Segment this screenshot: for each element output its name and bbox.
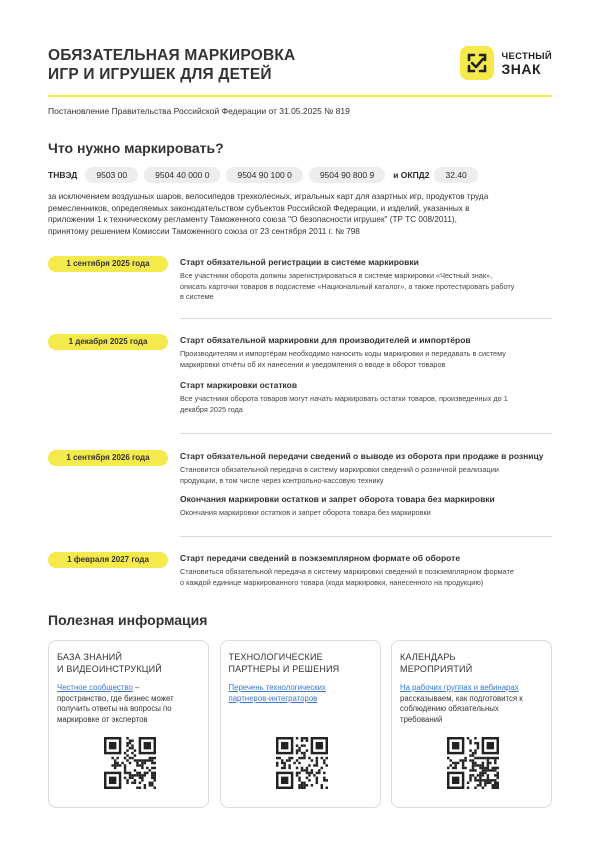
header-divider	[48, 95, 552, 97]
text-line: маркировки отчёты об их нанесении и уведомления о вводе в оборот товаров	[180, 359, 446, 369]
text-line: требований	[400, 714, 443, 724]
qr-code-icon[interactable]	[276, 737, 328, 789]
partners-list-link-2[interactable]: партнеров-интеграторов	[228, 693, 318, 703]
title-line-1: ОБЯЗАТЕЛЬНАЯ МАРКИРОВКА	[48, 47, 296, 64]
card-events-calendar	[391, 640, 552, 808]
decree-text: Постановление Правительства Российской Федерации от 31.05.2025 № 819	[48, 106, 350, 116]
text-line: Производителям и импортёрам необходимо наносить коды маркировки и передавать в систему	[180, 349, 506, 358]
exclusions-paragraph	[48, 191, 548, 237]
card-text	[400, 683, 543, 725]
timeline-item-text	[180, 349, 552, 370]
logo-check-icon	[460, 46, 494, 80]
tnved-code: 9504 90 100 0	[226, 167, 302, 183]
text-line: Все участники оборота товаров могут начать маркировать остатки товаров, произведенных до 1	[180, 394, 508, 403]
card-title	[400, 651, 543, 675]
card-title-line: БАЗА ЗНАНИЙ	[57, 652, 123, 662]
text-line: Становится обязательной передача в систему маркировки сведений о розничной реализации	[180, 465, 499, 474]
text-line: Все участники оборота должны зарегистрироваться в системе маркировки «Честный знак»,	[180, 271, 493, 280]
partners-list-link[interactable]: Перечень технологических	[228, 683, 326, 692]
chestny-znak-logo	[460, 46, 552, 80]
card-title-line: ТЕХНОЛОГИЧЕСКИЕ	[228, 652, 323, 662]
qr-code-icon[interactable]	[104, 737, 156, 789]
honest-community-link[interactable]: Честное сообщество	[57, 683, 133, 692]
paragraph-line: принятому решением Комиссии Таможенного союза от 23 сентября 2011 г. № 798	[48, 226, 360, 236]
card-knowledge-base	[48, 640, 209, 808]
tnved-code: 9503 00	[85, 167, 138, 183]
header	[48, 46, 552, 96]
timeline-item-title: Старт обязательной маркировки для производителей и импортёров	[180, 335, 471, 345]
paragraph-line: приложении 1 к техническому регламенту Таможенного союза "О безопасности игрушек" (ТР ТС 008/2011),	[48, 215, 457, 224]
text-line: соблюдению обязательных	[400, 704, 499, 713]
timeline-item-title: Старт обязательной регистрации в системе маркировки	[180, 257, 419, 267]
tnved-code: 9504 40 000 0	[144, 167, 220, 183]
timeline-divider	[180, 536, 552, 537]
text-line: пространство, где бизнес может	[57, 693, 174, 703]
codes-row	[48, 167, 484, 183]
date-badge: 1 февраля 2027 года	[48, 552, 168, 568]
timeline-divider	[180, 433, 552, 434]
text-fragment: –	[132, 683, 140, 692]
text-line: о каждой единице маркированного товара (кода маркировки, нанесенного на продукцию)	[180, 577, 484, 587]
timeline-item-text	[180, 465, 552, 486]
card-title-line: МЕРОПРИЯТИЙ	[400, 664, 473, 674]
okpd-label: и ОКПД2	[393, 170, 430, 180]
paragraph-line: за исключением воздушных шаров, велосипедов трехколесных, игральных карт для азартных игр, продуктов труда	[48, 192, 489, 201]
timeline-item-title: Старт передачи сведений в поэкземплярном формате об обороте	[180, 553, 461, 563]
tnved-label: ТНВЭД	[48, 170, 78, 180]
logo-text-bottom: ЗНАК	[501, 61, 542, 77]
text-line: продукции, в том числе через контрольно-кассовую технику	[180, 475, 384, 485]
timeline-item-text	[180, 567, 552, 588]
paragraph-line: ремесленников, определяемых законодательством субъектов Российской Федерации, и изделий, указанных в	[48, 203, 470, 213]
timeline-item-title: Окончания маркировки остатков и запрет оборота товара без маркировки	[180, 494, 495, 504]
card-title-line: КАЛЕНДАРЬ	[400, 652, 456, 662]
text-line: описать карточки товаров в подсистеме «Национальный каталог», а также протестировать работу	[180, 281, 515, 291]
date-badge: 1 декабря 2025 года	[48, 334, 168, 350]
text-line: декабря 2025 года	[180, 404, 243, 414]
card-text	[57, 683, 200, 725]
logo-text-top: ЧЕСТНЫЙ	[501, 51, 552, 62]
timeline-item-title: Старт маркировки остатков	[180, 380, 298, 390]
what-to-mark-title: Что нужно маркировать?	[48, 140, 224, 156]
useful-cards	[48, 640, 552, 808]
date-badge: 1 сентября 2025 года	[48, 256, 168, 272]
date-badge: 1 сентября 2026 года	[48, 450, 168, 466]
text-line: в системе	[180, 292, 214, 301]
webinars-link[interactable]: На рабочих группах и вебинарах	[400, 683, 519, 692]
text-line: Окончания маркировки остатков и запрет оборота товара без маркировки	[180, 508, 431, 517]
card-text	[229, 683, 372, 704]
timeline-item-text	[180, 394, 552, 415]
tnved-code: 9504 90 800 9	[309, 167, 385, 183]
okpd-code: 32.40	[434, 167, 477, 183]
timeline-item-text	[180, 508, 552, 519]
card-title	[229, 651, 372, 675]
timeline-item-text	[180, 271, 552, 303]
text-line: маркировке от экспертов	[57, 714, 148, 724]
card-tech-partners	[220, 640, 381, 808]
text-line: рассказываем, как подготовится к	[400, 693, 523, 703]
timeline-item-title: Старт обязательной передачи сведений о выводе из оборота при продаже в розницу	[180, 451, 544, 461]
title-line-2: ИГР И ИГРУШЕК ДЛЯ ДЕТЕЙ	[48, 66, 272, 83]
timeline-divider	[180, 318, 552, 319]
card-title-line: ПАРТНЕРЫ И РЕШЕНИЯ	[228, 664, 340, 674]
card-title-line: И ВИДЕОИНСТРУКЦИЙ	[57, 664, 162, 674]
qr-code-icon[interactable]	[447, 737, 499, 789]
text-line: получить ответы на вопросы по	[57, 704, 172, 713]
card-title	[57, 651, 200, 675]
useful-info-title: Полезная информация	[48, 612, 208, 628]
text-line: Становиться обязательной передача в систему маркировки сведений в поэкземплярном формате	[180, 567, 514, 576]
